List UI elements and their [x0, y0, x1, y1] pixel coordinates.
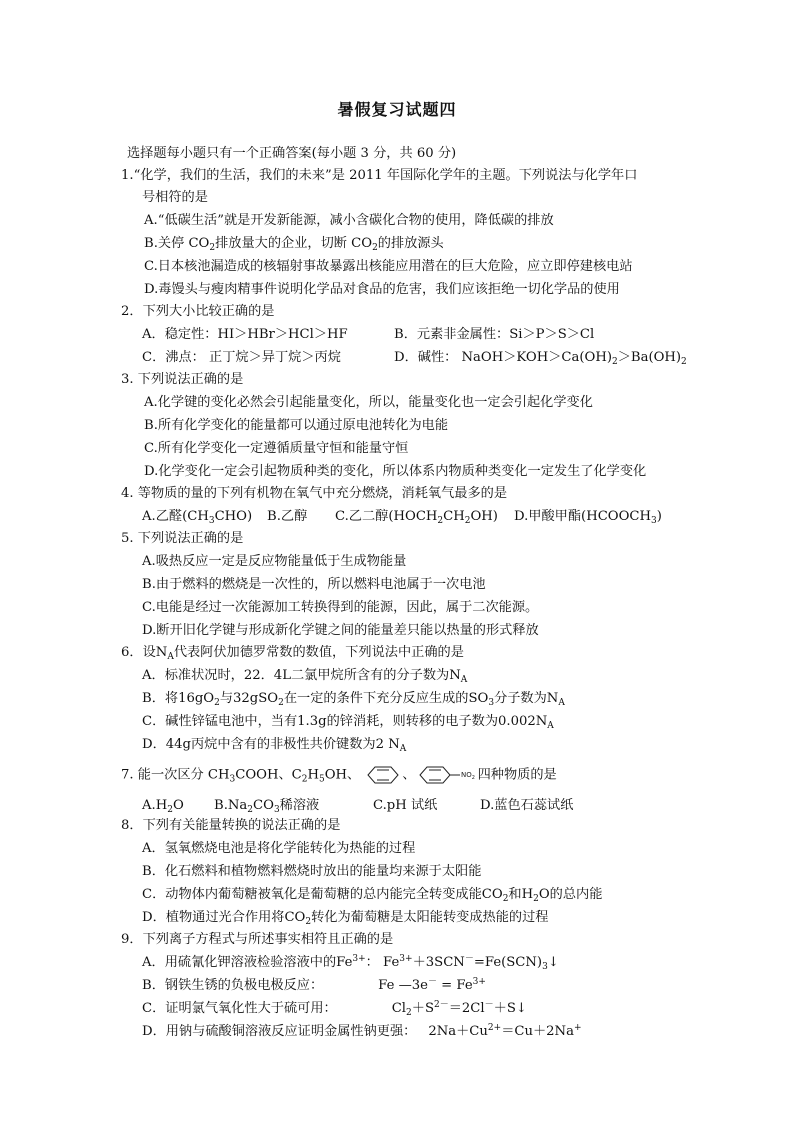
q3-stem: 3. 下列说法正确的是 [121, 372, 244, 387]
q1-option-b: B.关停 $CO_2$排放量大的企业，切断 $CO_2$的排放源头 [144, 236, 444, 253]
q1-option-a: A.“低碳生活”就是开发新能源，减小含碳化合物的使用，降低碳的排放 [144, 213, 554, 228]
q3-option-b: B.所有化学变化的能量都可以通过原电池转化为电能 [144, 418, 449, 433]
q7-stem: 7. 能一次区分 $CH_3COOH$、$C_2H_5OH$、 、 $NO_2$ 四种物质的是 [121, 764, 557, 786]
q8-stem: 8．下列有关能量转换的说法正确的是 [121, 818, 341, 833]
q2-stem: 2．下列大小比较正确的是 [121, 304, 275, 319]
q7-option-b: $B.Na_2CO_3$稀溶液 [214, 798, 320, 815]
q4-option-d: D.甲酸甲酯$(HCOOCH_3)$ [514, 509, 662, 526]
q4-option-a: A.乙醛$(CH_3CHO)$ [142, 509, 253, 526]
q4-option-c: C.乙二醇$(HOCH_2CH_2OH)$ [335, 509, 498, 526]
q9-stem: 9．下列离子方程式与所述事实相符且正确的是 [121, 932, 394, 947]
q2-option-a: A．稳定性：HI＞HBr＞HCl＞HF [142, 327, 348, 342]
q1-stem-line2: 号相符的是 [142, 190, 208, 205]
q7-option-c: C.pH 试纸 [373, 798, 438, 813]
q4-stem: 4. 等物质的量的下列有机物在氧气中充分燃烧，消耗氧气最多的是 [121, 486, 508, 501]
q2-option-d: D．碱性： $NaOH>KOH>Ca(OH)_2>Ba(OH)_2$ [394, 350, 687, 367]
q3-option-d: D.化学变化一定会引起物质种类的变化，所以体系内物质种类变化一定发生了化学变化 [144, 464, 647, 479]
q8-option-a: A．氢氧燃烧电池是将化学能转化为热能的过程 [142, 841, 416, 856]
q5-option-b: B.由于燃料的燃烧是一次性的，所以燃料电池属于一次电池 [142, 577, 486, 592]
q6-stem: 6．设$N_A$代表阿伏加德罗常数的数值，下列说法中正确的是 [121, 645, 464, 662]
q3-option-c: C.所有化学变化一定遵循质量守恒和能量守恒 [144, 441, 409, 456]
q7-option-d: D.蓝色石蕊试纸 [480, 798, 574, 813]
q1-option-d: D.毒馒头与瘦肉精事件说明化学品对食品的危害，我们应该拒绝一切化学品的使用 [144, 282, 620, 297]
q6-option-c: C．碱性锌锰电池中，当有1.3g的锌消耗，则转移的电子数为$0.002N_A$ [142, 714, 554, 731]
q6-option-b: B．将$16gO_2$与32gSO$_2$在一定的条件下充分反应生成的$SO_3$分子数为$N_A$ [142, 691, 565, 708]
nitro-group-label: $NO_2$ [460, 771, 475, 781]
q9-option-a: A．用硫氰化钾溶液检验溶液中的$Fe^{3+}$： $Fe^{3+}+3SCN^-=Fe(SCN)_3↓$ [142, 954, 559, 972]
q6-option-d: D．44g丙烷中含有的非极性共价键数为2 $N_A$ [142, 737, 407, 754]
nitrobenzene-structure-icon [416, 764, 478, 786]
q5-option-a: A.吸热反应一定是反应物能量低于生成物能量 [142, 554, 407, 569]
q9-option-d: D．用钠与硫酸铜溶液反应证明金属性钠更强： $2Na+Cu^{2+}=Cu+2Na^+$ [142, 1023, 582, 1039]
page-title: 暑假复习试题四 [337, 100, 457, 119]
q8-option-d: D．植物通过光合作用将$CO_2$转化为葡萄糖是太阳能转变成热能的过程 [142, 910, 549, 927]
q2-option-c: C．沸点： 正丁烷＞异丁烷＞丙烷 [142, 350, 341, 365]
instructions: 选择题每小题只有一个正确答案(每小题 3 分，共 60 分) [127, 146, 457, 161]
q4-option-b: B.乙醇 [267, 509, 308, 524]
q1-option-c: C.日本核池漏造成的核辐射事故暴露出核能应用潜在的巨大危险，应立即停建核电站 [144, 259, 633, 274]
q3-option-a: A.化学键的变化必然会引起能量变化，所以，能量变化也一定会引起化学变化 [144, 395, 593, 410]
q5-option-d: D.断开旧化学键与形成新化学键之间的能量差只能以热量的形式释放 [142, 623, 539, 638]
q5-stem: 5. 下列说法正确的是 [121, 531, 244, 546]
q9-option-c: C．证明氯气氧化性大于硫可用： $Cl_2+S^{2-}=2Cl^-+S↓$ [142, 1000, 527, 1018]
q5-option-c: C.电能是经过一次能源加工转换得到的能源，因此，属于二次能源。 [142, 600, 539, 615]
q8-option-b: B．化石燃料和植物燃料燃烧时放出的能量均来源于太阳能 [142, 864, 482, 879]
q2-option-b: B．元素非金属性：Si＞P＞S＞Cl [394, 327, 595, 342]
q7-option-a: $A.H_2O$ [142, 798, 184, 815]
q6-option-a: A．标准状况时，22．4L二氯甲烷所含有的分子数为$N_A$ [142, 668, 468, 685]
q9-option-b: B．钢铁生锈的负极电极反应： Fe —3e－ = $Fe^{3+}$ [142, 977, 486, 993]
q1-stem-line1: 1.“化学，我们的生活，我们的未来”是 2011 年国际化学年的主题。下列说法与化学年口 [121, 168, 638, 183]
q8-option-c: C．动物体内葡萄糖被氧化是葡萄糖的总内能完全转变成能$CO_2$和$H_2O$的总内能 [142, 887, 603, 904]
benzene-structure-icon [364, 764, 402, 786]
